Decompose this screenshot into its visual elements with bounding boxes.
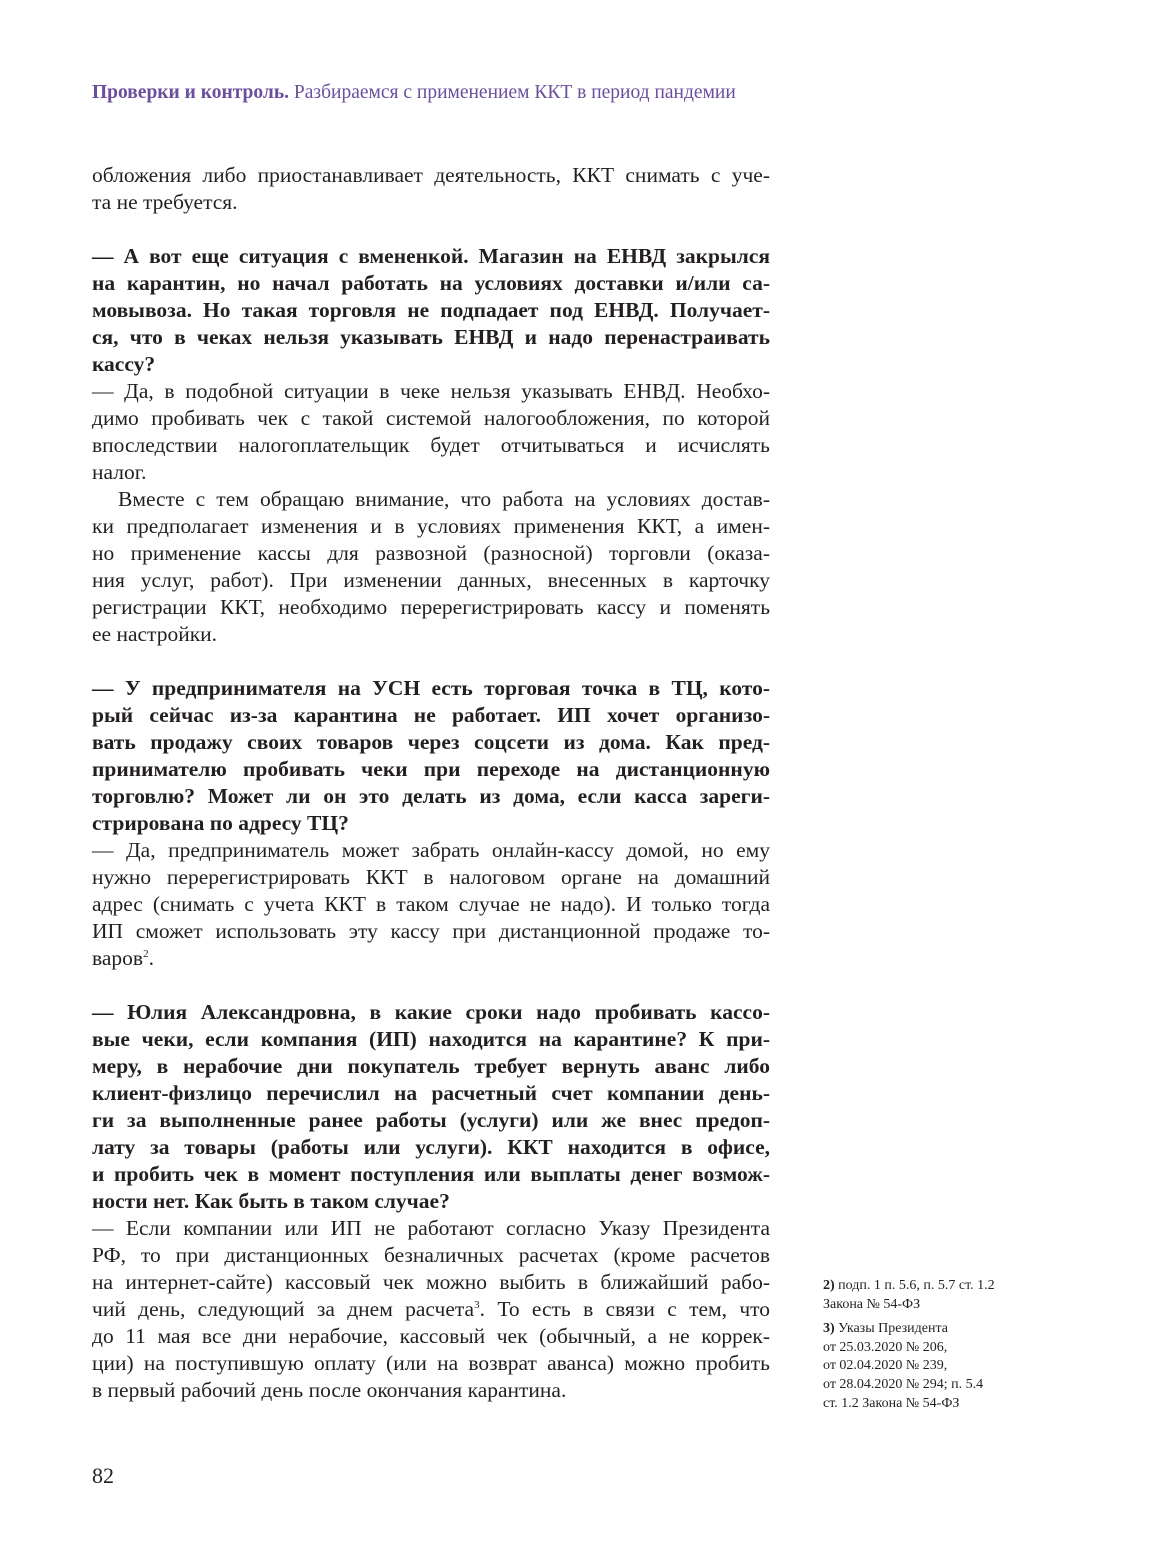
text-line: регистрации ККТ, необходимо перерегистрировать кассу и поменять — [92, 595, 770, 619]
question-paragraph — [92, 243, 770, 378]
text-line: Вместе с тем обращаю внимание, что работа на условиях достав- — [118, 487, 770, 511]
text-line: в первый рабочий день после окончания карантина. — [92, 1378, 567, 1402]
text-line: димо пробивать чек с такой системой налогообложения, по которой — [92, 406, 770, 430]
text-line: ки предполагает изменения и в условиях применения ККТ, а имен- — [92, 514, 770, 538]
text-line: обложения либо приостанавливает деятельность, ККТ снимать с уче- — [92, 163, 770, 187]
text-line: РФ, то при дистанционных безналичных расчетах (кроме расчетов — [92, 1243, 770, 1267]
text-line: принимателю пробивать чеки при переходе на дистанционную — [92, 757, 770, 781]
answer-paragraph — [92, 486, 770, 648]
text-fragment: чий день, следующий за днем расчета — [92, 1297, 475, 1321]
text-line: ее настройки. — [92, 622, 218, 646]
footnote-text: Закона № 54-ФЗ — [823, 1296, 921, 1312]
footnote-2 — [823, 1277, 1053, 1314]
footnote-3 — [823, 1320, 1053, 1413]
text-line: рый сейчас из-за карантина не работает. ИП хочет организо- — [92, 703, 770, 727]
text-fragment: варов — [92, 946, 144, 970]
text-line: кассу? — [92, 352, 156, 376]
text-fragment: . То есть в связи с тем, что — [479, 1297, 770, 1321]
running-head-title: Разбираемся с применением ККТ в период пандемии — [293, 82, 736, 103]
running-head — [92, 82, 736, 104]
text-line: налог. — [92, 460, 147, 484]
footnote-text: от 28.04.2020 № 294; п. 5.4 — [823, 1376, 984, 1392]
main-text-column — [92, 162, 770, 1404]
text-line: — Да, предприниматель может забрать онлайн-кассу домой, но ему — [92, 838, 770, 862]
page-number: 82 — [92, 1463, 114, 1488]
text-line: до 11 мая все дни нерабочие, кассовый чек (обычный, а не коррек- — [92, 1324, 770, 1348]
answer-paragraph — [92, 1215, 770, 1404]
text-line: и пробить чек в момент поступления или выплаты денег возмож- — [92, 1162, 770, 1186]
text-line — [92, 1296, 770, 1323]
text-line: — Юлия Александровна, в какие сроки надо пробивать кассо- — [92, 1000, 770, 1024]
footnote-text: от 25.03.2020 № 206, — [823, 1339, 948, 1355]
text-line: клиент-физлицо перечислил на расчетный счет компании день- — [92, 1081, 770, 1105]
text-line: ги за выполненные ранее работы (услуги) или же внес предоп- — [92, 1108, 770, 1132]
answer-paragraph — [92, 837, 770, 972]
footnote-ref[interactable]: 3 — [474, 1298, 480, 1311]
question-paragraph — [92, 675, 770, 837]
footnote-number: 3) — [823, 1321, 835, 1337]
text-line: вые чеки, если компания (ИП) находится на карантине? К при- — [92, 1027, 770, 1051]
text-line: но применение кассы для развозной (разносной) торговли (оказа- — [92, 541, 770, 565]
text-line: стрирована по адресу ТЦ? — [92, 811, 349, 835]
text-line: меру, в нерабочие дни покупатель требует вернуть аванс либо — [92, 1054, 770, 1078]
footnote-text: ст. 1.2 Закона № 54-ФЗ — [823, 1395, 960, 1411]
answer-paragraph — [92, 162, 770, 216]
text-fragment: . — [148, 946, 154, 970]
footnotes — [823, 1277, 1053, 1419]
text-line: адрес (снимать с учета ККТ в таком случае не надо). И только тогда — [92, 892, 770, 916]
text-line: на карантин, но начал работать на условиях доставки и/или са- — [92, 271, 770, 295]
text-line: та не требуется. — [92, 190, 238, 214]
running-head-section: Проверки и контроль. — [92, 82, 290, 103]
text-line: — А вот еще ситуация с вмененкой. Магазин на ЕНВД закрылся — [92, 244, 770, 268]
text-line: ности нет. Как быть в таком случае? — [92, 1189, 450, 1213]
text-line: на интернет-сайте) кассовый чек можно выбить в ближайший рабо- — [92, 1270, 770, 1294]
footnote-ref[interactable]: 2 — [143, 947, 149, 960]
question-paragraph — [92, 999, 770, 1215]
text-line: ся, что в чеках нельзя указывать ЕНВД и надо перенастраивать — [92, 325, 770, 349]
text-line: впоследствии налогоплательщик будет отчитываться и исчислять — [92, 433, 770, 457]
text-line: лату за товары (работы или услуги). ККТ находится в офисе, — [92, 1135, 770, 1159]
text-line: — У предпринимателя на УСН есть торговая точка в ТЦ, кото- — [92, 676, 770, 700]
text-line: ИП сможет использовать эту кассу при дистанционной продаже то- — [92, 919, 770, 943]
text-line: вать продажу своих товаров через соцсети из дома. Как пред- — [92, 730, 770, 754]
footnote-text: подп. 1 п. 5.6, п. 5.7 ст. 1.2 — [838, 1278, 995, 1293]
text-line: — Да, в подобной ситуации в чеке нельзя указывать ЕНВД. Необхо- — [92, 379, 770, 403]
footnote-number: 2) — [823, 1278, 835, 1293]
text-line: ции) на поступившую оплату (или на возврат аванса) можно пробить — [92, 1351, 770, 1375]
answer-paragraph — [92, 378, 770, 486]
text-line — [92, 945, 770, 972]
text-line: торговлю? Может ли он это делать из дома, если касса зареги- — [92, 784, 770, 808]
text-line: мовывоза. Но такая торговля не подпадает под ЕНВД. Получает- — [92, 298, 770, 322]
text-line: ния услуг, работ). При изменении данных, внесенных в карточку — [92, 568, 770, 592]
text-line: — Если компании или ИП не работают согласно Указу Президента — [92, 1216, 770, 1240]
text-line: нужно перерегистрировать ККТ в налоговом органе на домашний — [92, 865, 770, 889]
footnote-text: Указы Президента — [838, 1321, 948, 1337]
footnote-text: от 02.04.2020 № 239, — [823, 1358, 948, 1374]
